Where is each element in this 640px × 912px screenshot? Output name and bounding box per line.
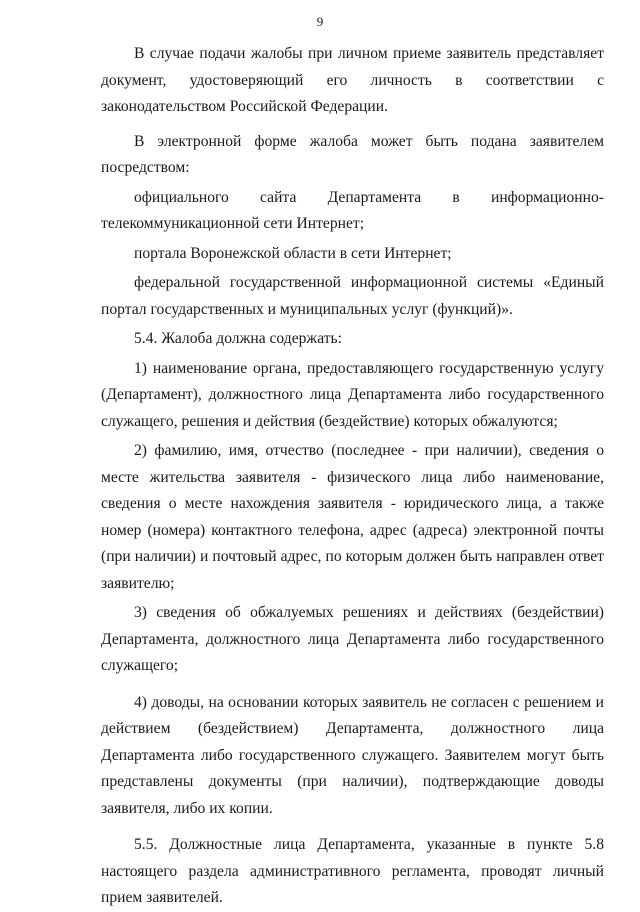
list-item-2: 2) фамилию, имя, отчество (последнее - при наличии), сведения о месте жительства заявителя - физического лица либо наименование, сведения о месте нахождения заявителя - юридического лица, а также номер (номера) контактного телефона, адрес (адреса) электронной почты (при наличии) и почтовый адрес, по которым должен быть направлен ответ заявителю; (101, 442, 604, 592)
paragraph-complaint-contents: 5.4. Жалоба должна содержать: (134, 330, 342, 347)
paragraph-personal-reception: В случае подачи жалобы при личном приеме заявитель представляет документ, удостоверяющий его личность в соответствии с законодательством Российской Федерации. (101, 45, 604, 115)
list-item-4: 4) доводы, на основании которых заявитель не согласен с решением и действием (бездействием) Департамента, должностного лица Департамента либо государственного служащего. Заявителем могут быть представлены документы (при наличии), подтверждающие доводы заявителя, либо их копии. (101, 693, 604, 817)
paragraph-5-5: 5.5. Должностные лица Департамента, указанные в пункте 5.8 настоящего раздела административного регламента, проводят личный прием заявителей. (101, 836, 604, 906)
paragraph-voronezh-portal: портала Воронежской области в сети Интернет; (134, 244, 452, 262)
paragraph-electronic-form: В электронной форме жалоба может быть подана заявителем посредством: (101, 132, 604, 176)
paragraph-official-site: официального сайта Департамента в информационно-телекоммуникационной сети Интернет; (101, 188, 604, 232)
page-number: 9 (316, 14, 324, 29)
document-body (101, 41, 604, 912)
list-item-3: 3) сведения об обжалуемых решениях и действиях (бездействии) Департамента, должностного лица Департамента либо государственного служащего; (101, 604, 604, 674)
paragraph-unified-portal: федеральной государственной информационной системы «Единый портал государственных и муниципальных услуг (функций)». (101, 274, 604, 318)
list-item-1: 1) наименование органа, предоставляющего государственную услугу (Департамент), должностного лица Департамента либо государственного служащего, решения и действия (бездействие) которых обжалуются; (101, 359, 604, 430)
